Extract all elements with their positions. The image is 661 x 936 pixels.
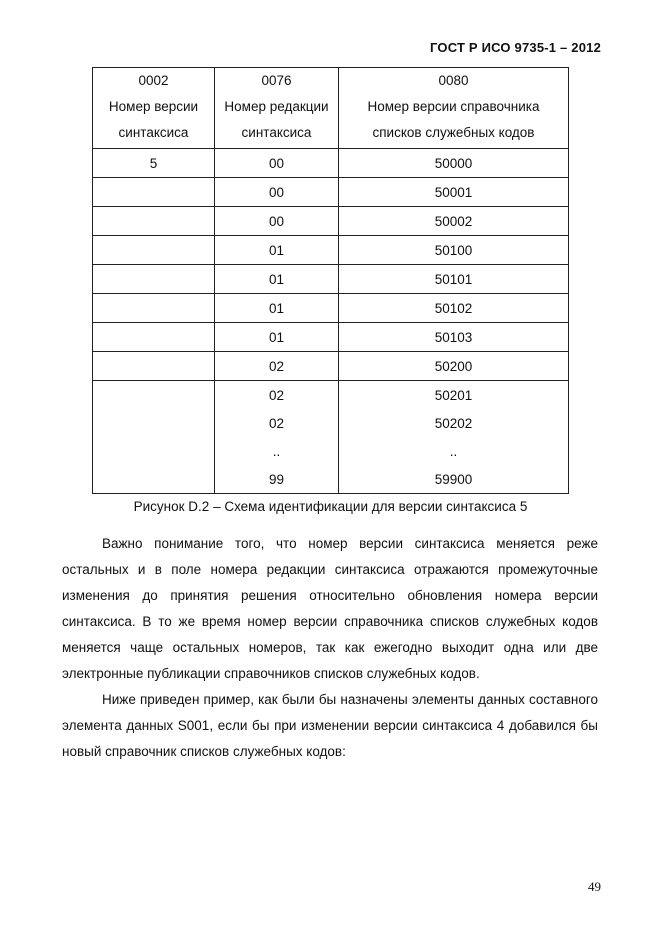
column-title-line: списков служебных кодов xyxy=(372,125,535,140)
column-code: 0002 xyxy=(138,73,169,88)
version-cell xyxy=(93,236,215,265)
version-cell xyxy=(93,381,215,410)
directory-cell: 50103 xyxy=(339,323,569,352)
directory-cell: 50201 xyxy=(339,381,569,410)
directory-cell: 50001 xyxy=(339,178,569,207)
release-cell: 00 xyxy=(215,207,339,236)
release-cell: 01 xyxy=(215,236,339,265)
version-cell xyxy=(93,207,215,236)
table-row xyxy=(93,381,569,410)
release-cell: 02 xyxy=(215,381,339,410)
table-row xyxy=(93,207,569,236)
directory-cell: 50000 xyxy=(339,149,569,178)
version-cell xyxy=(93,437,215,465)
table-row xyxy=(93,437,569,465)
column-title-line: Номер редакции xyxy=(224,99,329,114)
table-row xyxy=(93,465,569,494)
column-title-line: синтаксиса xyxy=(118,125,189,140)
table-row xyxy=(93,178,569,207)
version-cell xyxy=(93,294,215,323)
release-cell: 02 xyxy=(215,409,339,437)
version-cell: 5 xyxy=(93,149,215,178)
table-row xyxy=(93,409,569,437)
column-code: 0080 xyxy=(438,73,469,88)
column-title-line: Номер версии справочника xyxy=(367,99,540,114)
column-header-version xyxy=(93,68,215,149)
version-cell xyxy=(93,465,215,494)
body-paragraph: Ниже приведен пример, как были бы назначены элементы данных составного элемента данных S001, если бы при изменении версии синтаксиса 4 добавился бы новый справочник списков служебных кодов: xyxy=(62,692,598,759)
directory-cell: 59900 xyxy=(339,465,569,494)
body-paragraph: Важно понимание того, что номер версии синтаксиса меняется реже остальных и в поле номера редакции синтаксиса отражаются промежуточные изменения до принятия решения относительно обновления номера версии синтаксиса. В то же время номер версии справочника списков служебных кодов меняется чаще остальных номеров, так как ежегодно выходит одна или две электронные публикации справочников списков служебных кодов. xyxy=(62,536,598,681)
release-cell: 99 xyxy=(215,465,339,494)
table-row xyxy=(93,323,569,352)
column-title-line: синтаксиса xyxy=(241,125,312,140)
directory-cell: .. xyxy=(339,437,569,465)
release-cell: .. xyxy=(215,437,339,465)
version-cell xyxy=(93,409,215,437)
identification-table xyxy=(92,67,569,494)
table-row xyxy=(93,149,569,178)
table-header-row xyxy=(93,68,569,149)
table-row xyxy=(93,265,569,294)
column-header-directory xyxy=(339,68,569,149)
column-header-release xyxy=(215,68,339,149)
table-row xyxy=(93,352,569,381)
page-number: 49 xyxy=(588,879,601,894)
release-cell: 02 xyxy=(215,352,339,381)
table-row xyxy=(93,236,569,265)
release-cell: 01 xyxy=(215,265,339,294)
release-cell: 00 xyxy=(215,178,339,207)
release-cell: 01 xyxy=(215,323,339,352)
column-code: 0076 xyxy=(261,73,292,88)
version-cell xyxy=(93,352,215,381)
version-cell xyxy=(93,178,215,207)
directory-cell: 50002 xyxy=(339,207,569,236)
directory-cell: 50101 xyxy=(339,265,569,294)
version-cell xyxy=(93,265,215,294)
table-row xyxy=(93,294,569,323)
directory-cell: 50200 xyxy=(339,352,569,381)
release-cell: 01 xyxy=(215,294,339,323)
release-cell: 00 xyxy=(215,149,339,178)
version-cell xyxy=(93,323,215,352)
document-header: ГОСТ Р ИСО 9735-1 – 2012 xyxy=(430,40,601,55)
directory-cell: 50100 xyxy=(339,236,569,265)
directory-cell: 50102 xyxy=(339,294,569,323)
directory-cell: 50202 xyxy=(339,409,569,437)
column-title-line: Номер версии xyxy=(108,99,199,114)
figure-caption: Рисунок D.2 – Схема идентификации для версии синтаксиса 5 xyxy=(133,499,528,514)
